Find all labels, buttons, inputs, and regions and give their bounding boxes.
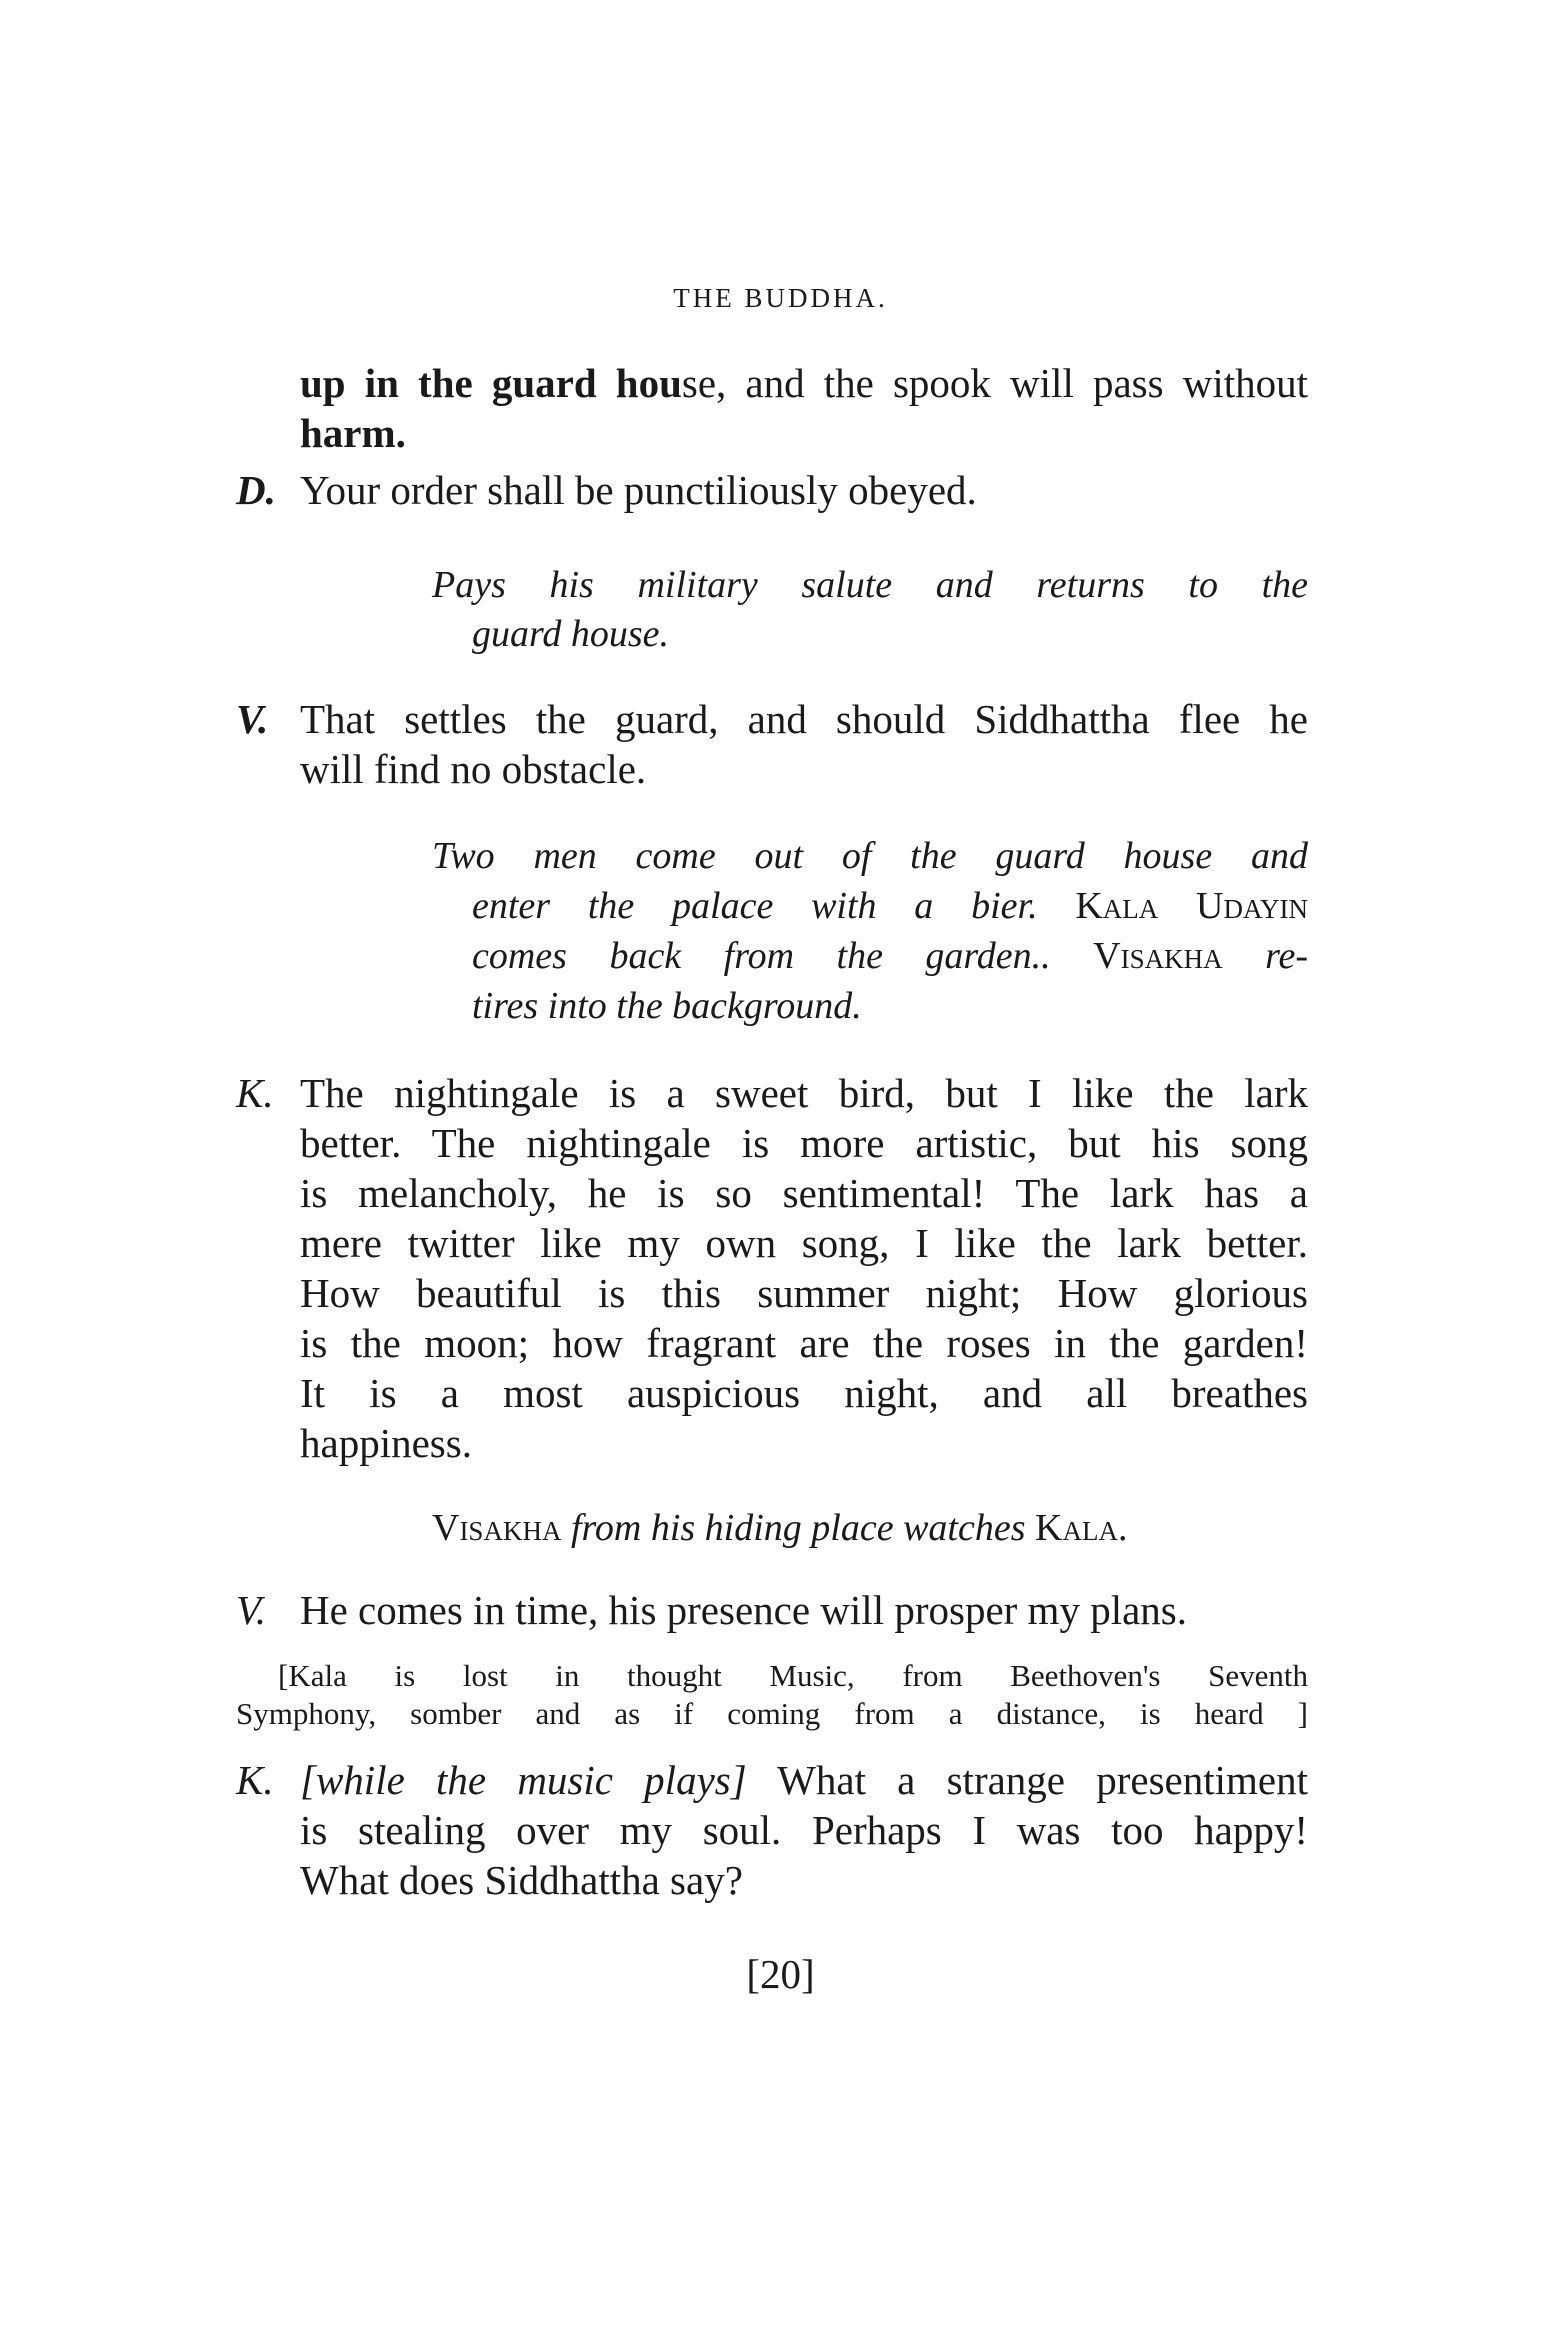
dialogue-line: harm.	[300, 410, 406, 456]
stage-text: from his hiding place watches	[570, 1507, 1026, 1549]
stage-text: comes back from the garden..	[472, 935, 1051, 977]
dialogue-line	[300, 358, 1308, 408]
page-number: [20]	[746, 1951, 815, 1997]
speaker-label: K.	[236, 1757, 274, 1803]
dialogue-line: is stealing over my soul. Perhaps I was too happy!	[300, 1807, 1308, 1853]
dialogue-line: mere twitter like my own song, I like the lark better.	[300, 1220, 1308, 1266]
dialogue-line: is the moon; how fragrant are the roses in the garden!	[300, 1320, 1308, 1366]
stage-text: enter the palace with a bier.	[472, 885, 1038, 927]
dialogue-line: happiness.	[300, 1420, 472, 1466]
dialogue-line: Your order shall be punctiliously obeyed.	[300, 467, 977, 513]
dialogue-line	[300, 1755, 1308, 1805]
speaker-label: D.	[236, 467, 276, 513]
stage-direction-line: tires into the background.	[472, 985, 862, 1027]
character-name: Kala.	[1035, 1507, 1128, 1549]
dialogue-line: He comes in time, his presence will prosper my plans.	[300, 1587, 1187, 1633]
text: What a strange presentiment	[777, 1757, 1308, 1803]
music-note-line: Symphony, somber and as if coming from a distance, is heard ]	[236, 1696, 1308, 1731]
stage-direction-line: Two men come out of the guard house and	[432, 835, 1308, 877]
stage-text: re-	[1265, 935, 1308, 977]
character-name: Visakha	[432, 1507, 562, 1549]
speaker-label: V.	[236, 1587, 267, 1633]
dialogue-line: will find no obstacle.	[300, 746, 647, 792]
dialogue-line: is melancholy, he is so sentimental! The lark has a	[300, 1170, 1308, 1216]
speaker-label: V.	[236, 696, 269, 742]
dialogue-line: That settles the guard, and should Siddhattha flee he	[300, 696, 1308, 742]
dialogue-line: better. The nightingale is more artistic, but his song	[300, 1120, 1308, 1166]
speaker-label: K.	[236, 1070, 274, 1116]
inline-direction: [while the music plays]	[300, 1757, 747, 1803]
stage-direction-line	[432, 1503, 1127, 1553]
stage-direction-line	[472, 931, 1308, 981]
character-name: Visakha	[1093, 935, 1223, 977]
stage-direction-line	[472, 881, 1308, 931]
music-note-line: [Kala is lost in thought Music, from Beethoven's Seventh	[278, 1658, 1308, 1693]
dialogue-line: How beautiful is this summer night; How glorious	[300, 1270, 1308, 1316]
character-name: Kala Udayin	[1075, 885, 1308, 927]
stage-direction-line: Pays his military salute and returns to the	[432, 564, 1308, 606]
dialogue-line: The nightingale is a sweet bird, but I like the lark	[300, 1070, 1308, 1116]
dialogue-line: It is a most auspicious night, and all breathes	[300, 1370, 1308, 1416]
stage-direction-line: guard house.	[472, 613, 670, 655]
running-header: THE BUDDHA.	[673, 283, 888, 313]
dialogue-line: What does Siddhattha say?	[300, 1857, 743, 1903]
text: se, and the spook will pass without	[681, 360, 1308, 406]
bold-text: up in the guard hou	[300, 360, 682, 406]
